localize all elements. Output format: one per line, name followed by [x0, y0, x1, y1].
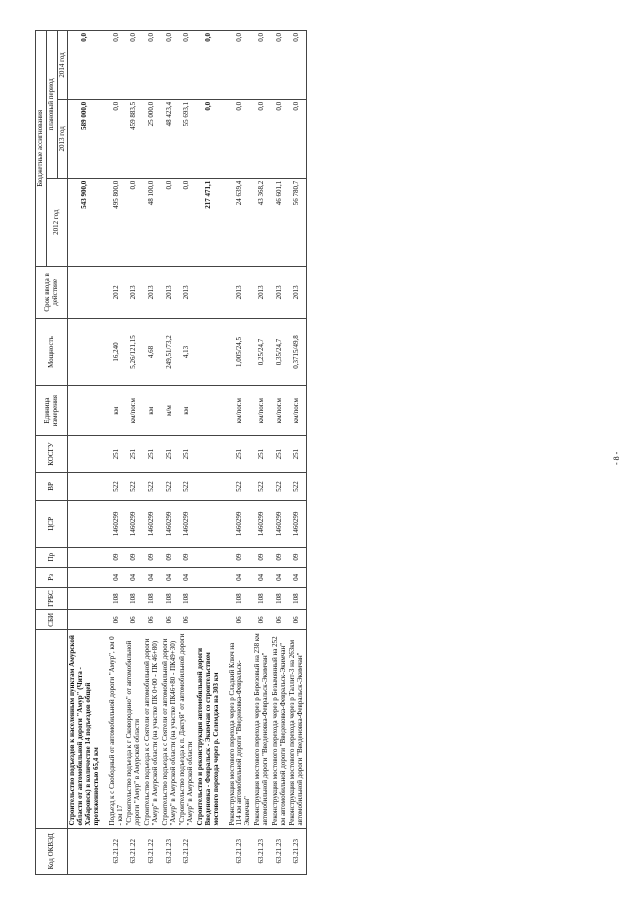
cell-rz: 04	[271, 567, 289, 587]
cell-name: Строительство подъездов к населенным пунктам Амурской области от автомобильной дороги "Амур" (Чита - Хабаровск) в количестве 14 подъездов общей протяженностью 65,4 км	[68, 630, 102, 828]
cell-unit	[68, 385, 102, 436]
table-group-row	[68, 31, 102, 875]
cell-okved: 63.21.22	[143, 828, 161, 874]
cell-capacity: 0,35/24,7	[271, 319, 289, 386]
header-unit: Единица измерения	[36, 385, 68, 436]
cell-unit: км/пог.м	[271, 385, 289, 436]
cell-y2013: 459 883,5	[125, 99, 143, 178]
cell-pr: 09	[288, 547, 306, 567]
cell-y2014: 0,0	[125, 31, 143, 100]
table-group-row	[196, 31, 221, 875]
cell-rz: 04	[288, 567, 306, 587]
cell-kosgu: 251	[143, 436, 161, 472]
cell-y2014: 0,0	[288, 31, 306, 100]
cell-capacity	[68, 319, 102, 386]
cell-pr: 09	[161, 547, 179, 567]
cell-y2014: 0,0	[228, 31, 253, 100]
cell-sbi: 06	[143, 610, 161, 630]
cell-capacity: 5,26/121,15	[125, 319, 143, 386]
cell-rz: 04	[253, 567, 271, 587]
cell-grbs	[68, 587, 102, 609]
cell-capacity: 249,51/73,2	[161, 319, 179, 386]
cell-y2012: 0,0	[125, 178, 143, 266]
cell-term: 2013	[161, 266, 179, 319]
cell-name: Строительство подъезда к с Сеятели от автомобильной дороги "Амур" в Амурской области (на участке ПК46+80 - ПК49+30)	[161, 630, 179, 828]
table-row	[143, 31, 161, 875]
cell-y2014: 0,0	[68, 31, 102, 100]
cell-grbs: 108	[125, 587, 143, 609]
cell-grbs: 108	[228, 587, 253, 609]
cell-vr: 522	[161, 472, 179, 500]
table-row	[288, 31, 306, 875]
cell-csr	[68, 501, 102, 547]
cell-rz: 04	[143, 567, 161, 587]
table-row	[178, 31, 196, 875]
cell-name: Реконструкция мостового перехода через р Безымянный на 252 км автомобильной дороги "Введеновка-Февральск-Экимчан"	[271, 630, 289, 828]
cell-grbs: 108	[108, 587, 126, 609]
cell-y2014: 0,0	[143, 31, 161, 100]
cell-csr: 1460299	[228, 501, 253, 547]
cell-okved: 63.21.23	[288, 828, 306, 874]
header-planned-period: плановый период	[46, 31, 57, 179]
cell-unit: км/пог.м	[288, 385, 306, 436]
cell-pr: 09	[178, 547, 196, 567]
cell-sbi: 06	[125, 610, 143, 630]
cell-y2013: 0,0	[288, 99, 306, 178]
table-row	[161, 31, 179, 875]
cell-grbs: 108	[271, 587, 289, 609]
cell-y2012: 43 368,2	[253, 178, 271, 266]
cell-sbi	[196, 610, 221, 630]
cell-capacity: 4,13	[178, 319, 196, 386]
header-budget: Бюджетные ассигнования	[36, 31, 47, 267]
cell-term: 2013	[178, 266, 196, 319]
cell-name: Реконструкция мостового перехода через р Березовый на 238 км автомобильной дороги "Введеновка-Февральск-Экимчан"	[253, 630, 271, 828]
cell-unit: м/м	[161, 385, 179, 436]
cell-okved: 63.21.22	[125, 828, 143, 874]
cell-sbi: 06	[108, 610, 126, 630]
cell-y2012: 56 780,7	[288, 178, 306, 266]
cell-y2013: 0,0	[228, 99, 253, 178]
header-okved: Код ОКВЭД	[36, 828, 68, 874]
cell-grbs	[196, 587, 221, 609]
cell-kosgu: 251	[253, 436, 271, 472]
header-pr: Пр	[36, 547, 68, 567]
cell-csr: 1460299	[161, 501, 179, 547]
cell-capacity: 0,3715/49,8	[288, 319, 306, 386]
cell-pr	[196, 547, 221, 567]
cell-name: "Строительство подъезда к г Сковородино" от автомобильной дороги "Амур" в Амурской области	[125, 630, 143, 828]
header-vr: ВР	[36, 472, 68, 500]
cell-rz: 04	[125, 567, 143, 587]
cell-okved	[68, 828, 102, 874]
cell-csr: 1460299	[143, 501, 161, 547]
cell-pr: 09	[253, 547, 271, 567]
cell-term: 2013	[143, 266, 161, 319]
cell-pr: 09	[271, 547, 289, 567]
cell-grbs: 108	[288, 587, 306, 609]
cell-kosgu: 251	[178, 436, 196, 472]
table-row	[271, 31, 289, 875]
cell-okved: 63.21.23	[228, 828, 253, 874]
cell-sbi: 06	[228, 610, 253, 630]
cell-y2014: 0,0	[196, 31, 221, 100]
cell-csr: 1460299	[108, 501, 126, 547]
cell-vr	[68, 472, 102, 500]
cell-csr: 1460299	[288, 501, 306, 547]
cell-vr: 522	[108, 472, 126, 500]
cell-vr: 522	[143, 472, 161, 500]
cell-capacity: 1,005/24,5	[228, 319, 253, 386]
cell-sbi: 06	[253, 610, 271, 630]
header-term: Срок ввода в действие	[36, 266, 68, 319]
cell-rz	[68, 567, 102, 587]
cell-sbi	[68, 610, 102, 630]
cell-okved: 63.21.23	[253, 828, 271, 874]
cell-vr: 522	[178, 472, 196, 500]
cell-term: 2013	[271, 266, 289, 319]
cell-y2013: 589 000,0	[68, 99, 102, 178]
cell-kosgu: 251	[228, 436, 253, 472]
header-name	[36, 630, 68, 828]
header-kosgu: КОСГУ	[36, 436, 68, 472]
page-number: - 8 -	[612, 451, 621, 465]
cell-kosgu: 251	[288, 436, 306, 472]
cell-pr: 09	[143, 547, 161, 567]
cell-rz: 04	[161, 567, 179, 587]
cell-okved: 63.21.22	[108, 828, 126, 874]
cell-name: Реконструкция мостового перехода через р Сладкий Ключ на 114 км автомобильной дороги "Введеновка-Февральск-Экимчан"	[228, 630, 253, 828]
cell-okved: 63.21.23	[161, 828, 179, 874]
cell-pr: 09	[125, 547, 143, 567]
cell-vr: 522	[253, 472, 271, 500]
cell-capacity: 16,240	[108, 319, 126, 386]
cell-kosgu: 251	[161, 436, 179, 472]
cell-okved: 63.21.23	[271, 828, 289, 874]
cell-name: Подъезд к с Свободный от автомобильной дороги "Амур", км 0 - км 17	[108, 630, 126, 828]
cell-rz: 04	[178, 567, 196, 587]
header-csr: ЦСР	[36, 501, 68, 547]
cell-y2013: 25 000,0	[143, 99, 161, 178]
table-row	[125, 31, 143, 875]
header-rz: Рз	[36, 567, 68, 587]
cell-y2013: 0,0	[108, 99, 126, 178]
cell-grbs: 108	[161, 587, 179, 609]
cell-y2013: 55 693,1	[178, 99, 196, 178]
cell-vr: 522	[288, 472, 306, 500]
cell-vr: 522	[125, 472, 143, 500]
cell-sbi: 06	[178, 610, 196, 630]
cell-term: 2013	[288, 266, 306, 319]
cell-sbi: 06	[271, 610, 289, 630]
cell-csr: 1460299	[271, 501, 289, 547]
cell-y2012: 543 900,0	[68, 178, 102, 266]
cell-y2013: 48 423,4	[161, 99, 179, 178]
cell-y2012: 24 639,4	[228, 178, 253, 266]
cell-kosgu: 251	[125, 436, 143, 472]
cell-vr	[196, 472, 221, 500]
cell-y2012: 0,0	[161, 178, 179, 266]
cell-pr	[68, 547, 102, 567]
cell-term	[68, 266, 102, 319]
cell-csr	[196, 501, 221, 547]
cell-term: 2012	[108, 266, 126, 319]
cell-y2014: 0,0	[161, 31, 179, 100]
header-grbs: ГРБС	[36, 587, 68, 609]
cell-csr: 1460299	[178, 501, 196, 547]
cell-csr: 1460299	[125, 501, 143, 547]
table-row	[253, 31, 271, 875]
cell-name: Реконструкция мостового перехода через р Таллит-3 на 263км автомобильной дороги "Введеновка-Февральск-Экимчан"	[288, 630, 306, 828]
cell-grbs: 108	[178, 587, 196, 609]
cell-pr: 09	[228, 547, 253, 567]
cell-capacity: 0,25/24,7	[253, 319, 271, 386]
cell-name: "Строительство подъезда к п. Дактуй" от автомобильной дороги "Амур" в Амурской области	[178, 630, 196, 828]
cell-vr: 522	[228, 472, 253, 500]
cell-y2012: 217 471,1	[196, 178, 221, 266]
header-sbi: СБИ	[36, 610, 68, 630]
cell-okved	[196, 828, 221, 874]
cell-y2012: 495 800,0	[108, 178, 126, 266]
table-row	[228, 31, 253, 875]
cell-sbi: 06	[288, 610, 306, 630]
cell-y2014: 0,0	[178, 31, 196, 100]
cell-y2012: 46 601,1	[271, 178, 289, 266]
cell-name: Строительство и реконструкция автомобильной дороги Введеновка - Февральск - Экимчан со строительством мостового перехода через р. Селемджа на 303 км	[196, 630, 221, 828]
cell-unit: км	[143, 385, 161, 436]
cell-unit: км/пог.м	[253, 385, 271, 436]
cell-grbs: 108	[143, 587, 161, 609]
cell-okved: 63.21.22	[178, 828, 196, 874]
cell-rz: 04	[108, 567, 126, 587]
header-year-2014: 2014 год	[57, 31, 68, 100]
cell-unit	[196, 385, 221, 436]
cell-y2013: 0,0	[196, 99, 221, 178]
table-row	[108, 31, 126, 875]
cell-kosgu	[68, 436, 102, 472]
cell-sbi: 06	[161, 610, 179, 630]
cell-capacity	[196, 319, 221, 386]
cell-kosgu	[196, 436, 221, 472]
cell-unit: км/пог.м	[125, 385, 143, 436]
investment-table	[35, 30, 307, 875]
header-year-2012: 2012 год	[46, 178, 68, 266]
cell-term: 2013	[228, 266, 253, 319]
header-capacity: Мощность	[36, 319, 68, 386]
cell-y2013: 0,0	[253, 99, 271, 178]
cell-capacity: 4,68	[143, 319, 161, 386]
cell-unit: км	[178, 385, 196, 436]
cell-term: 2013	[125, 266, 143, 319]
cell-kosgu: 251	[108, 436, 126, 472]
cell-pr: 09	[108, 547, 126, 567]
cell-y2014: 0,0	[108, 31, 126, 100]
header-year-2013: 2013 год	[57, 99, 68, 178]
cell-term: 2013	[253, 266, 271, 319]
cell-term	[196, 266, 221, 319]
cell-y2012: 0,0	[178, 178, 196, 266]
table-body	[68, 31, 307, 875]
cell-unit: км/пог.м	[228, 385, 253, 436]
cell-grbs: 108	[253, 587, 271, 609]
cell-y2013: 0,0	[271, 99, 289, 178]
cell-csr: 1460299	[253, 501, 271, 547]
cell-kosgu: 251	[271, 436, 289, 472]
cell-y2014: 0,0	[253, 31, 271, 100]
cell-rz: 04	[228, 567, 253, 587]
cell-y2014: 0,0	[271, 31, 289, 100]
cell-vr: 522	[271, 472, 289, 500]
cell-rz	[196, 567, 221, 587]
cell-name: Строительство подъезда к с Сеятели от автомобильной дороги "Амур" в Амурской области (на участке ПК 0+00 - ПК 46+80)	[143, 630, 161, 828]
cell-unit: км	[108, 385, 126, 436]
cell-y2012: 48 100,0	[143, 178, 161, 266]
